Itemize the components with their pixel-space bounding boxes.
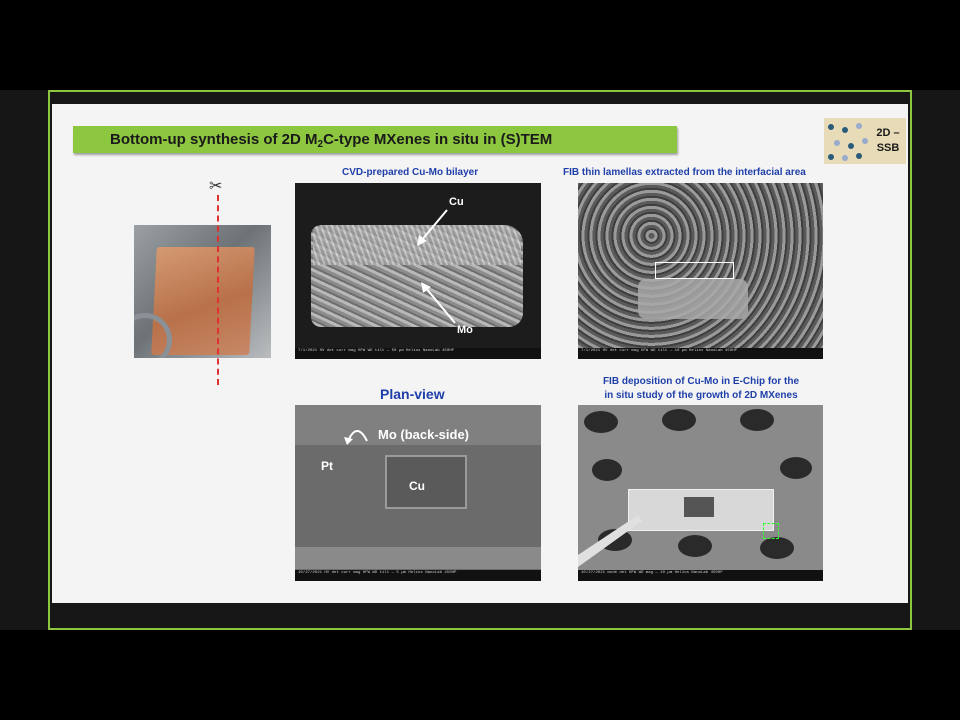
label-cu: Cu: [449, 196, 464, 208]
scissors-icon: ✂: [209, 178, 223, 195]
sem-databar: 7/1/2021 HV det curr mag HFW WD tilt — 50 µm Helios NanoLab 450HP: [295, 348, 541, 359]
slide-title: Bottom-up synthesis of 2D $M_2C$-type MXenes in situ in (S)TEM: [110, 131, 553, 150]
sem-databar: 7/1/2021 HV det curr mag HFW WD tilt — 10 µm Helios NanoLab 450HP: [578, 348, 823, 359]
echip-caption-line-1: FIB deposition of Cu-Mo in E-Chip for the: [602, 376, 800, 387]
lamella-selection-box: [655, 262, 734, 279]
cvd-sem-image: [295, 183, 541, 359]
ssb-badge-label: 2D – SSB: [876, 127, 900, 154]
needle-probe: [578, 405, 823, 581]
fib-caption: FIB thin lamellas extracted from the interfacial area: [563, 167, 806, 178]
arrow-icon: [295, 183, 541, 359]
echip-caption-line-2: in situ study of the growth of 2D MXenes: [604, 390, 798, 401]
sample-photo: [134, 225, 271, 358]
echip-sem-image: [578, 405, 823, 581]
fib-smooth-region: [638, 279, 748, 319]
label-cu: Cu: [409, 479, 425, 493]
label-mo-backside: Mo (back-side): [378, 427, 470, 442]
sem-databar: 10/27/2021 mode det HFW WD mag — 10 µm Helios NanoLab 450HP: [578, 570, 823, 581]
planview-caption: Plan-view: [380, 386, 445, 402]
cu-block: [385, 455, 467, 509]
fib-sem-image: [578, 183, 823, 359]
echip-caption: [586, 376, 816, 402]
curved-arrow-icon: [343, 419, 373, 445]
sem-databar: 10/27/2021 HV det curr mag HFW WD tilt — 5 µm Helios NanoLab 450HP: [295, 570, 541, 581]
label-mo: Mo: [457, 324, 473, 336]
planview-sem-image: [295, 405, 541, 581]
bottom-strip: [295, 547, 541, 569]
cut-line: [217, 195, 219, 385]
cvd-caption: CVD-prepared Cu-Mo bilayer: [342, 167, 479, 178]
label-pt: Pt: [321, 459, 333, 473]
